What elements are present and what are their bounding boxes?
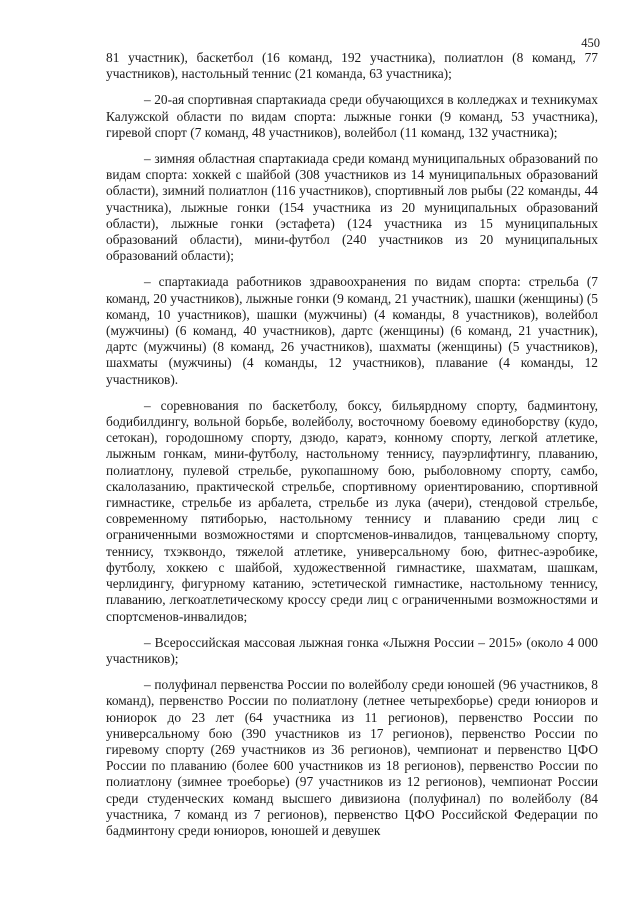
paragraph-winter-regional-spartakiad: – зимняя областная спартакиада среди команд муниципальных образований по видам спорта: хоккей с шайбой (308 участников из 14 муниципальных образований области), зимний полиатлон (116 участников), спортивный лов рыбы (22 команды, 44 участника), лыжные гонки (154 участника из 20 муниципальных образований области), лыжные гонки (эстафета) (124 участника из 15 муниципальных образований области), мини-футбол (240 участников из 20 муниципальных образований области);	[106, 151, 598, 264]
paragraph-competitions-list: – соревнования по баскетболу, боксу, бильярдному спорту, бадминтону, бодибилдингу, вольной борьбе, волейболу, восточному боевому единоборству (кудо, сетокан), городошному спорту, дзюдо, каратэ, конному спорту, легкой атлетике, лыжным гонкам, мини-футболу, настольному теннису, пауэрлифтингу, плаванию, полиатлону, пулевой стрельбе, рукопашному бою, рыболовному спорту, самбо, скалолазанию, практической стрельбе, спортивному ориентированию, спортивной гимнастике, стрельбе из арбалета, стрельбе из лука (ачери), стендовой стрельбе, современному пятиборью, настольному теннису и плаванию среди лиц с ограниченными возможностями и спортсменов-инвалидов, танцевальному спорту, теннису, тхэквондо, тяжелой атлетике, универсальному бою, фитнес-аэробике, футболу, хоккею с шайбой, художественной гимнастике, шахматам, шашкам, черлидингу, фигурному катанию, эстетической гимнастике, настольному теннису, плаванию, легкоатлетическому кроссу среди лиц с ограниченными возможностями и спортсменов-инвалидов;	[106, 397, 598, 624]
paragraph-healthcare-spartakiad: – спартакиада работников здравоохранения по видам спорта: стрельба (7 команд, 20 участников), лыжные гонки (9 команд, 21 участник), шашки (женщины) (5 команд, 10 участников), шашки (мужчины) (4 команды, 8 участников), волейбол (мужчины) (6 команд, 40 участников), дартс (женщины) (6 команд, 21 участник), дартс (мужчины) (8 команд, 26 участников), шахматы (женщины) (5 участников), шахматы (мужчины) (4 команды, 12 участников), плавание (4 команды, 12 участников).	[106, 274, 598, 387]
paragraph-russian-championships: – полуфинал первенства России по волейболу среди юношей (96 участников, 8 команд), первенство России по полиатлону (летнее четырехборье) среди юниоров и юниорок до 23 лет (64 участника из 11 регионов), первенство России по универсальному бою (390 участников из 17 регионов), первенство России по гиревому спорту (269 участников из 36 регионов), чемпионат и первенство ЦФО России по плаванию (более 600 участников из 18 регионов), первенство России по полиатлону (зимнее троеборье) (97 участников из 12 регионов), чемпионат России среди студенческих команд высшего дивизиона (полуфинал) по волейболу (84 участника, 7 команд из 7 регионов), первенство ЦФО Российской Федерации по бадминтону среди юниоров, юношей и девушек	[106, 677, 598, 838]
paragraph-ski-race: – Всероссийская массовая лыжная гонка «Лыжня России – 2015» (около 4 000 участников);	[106, 634, 598, 666]
page-number: 450	[581, 36, 600, 50]
paragraph-college-spartakiad: – 20-ая спортивная спартакиада среди обучающихся в колледжах и техникумах Калужской области по видам спорта: лыжные гонки (9 команд, 53 участника), гиревой спорт (7 команд, 48 участников), волейбол (11 команд, 132 участника);	[106, 92, 598, 140]
paragraph-continuation: 81 участник), баскетбол (16 команд, 192 участника), полиатлон (8 команд, 77 участников), настольный теннис (21 команда, 63 участника);	[106, 50, 598, 82]
document-body	[106, 50, 598, 849]
